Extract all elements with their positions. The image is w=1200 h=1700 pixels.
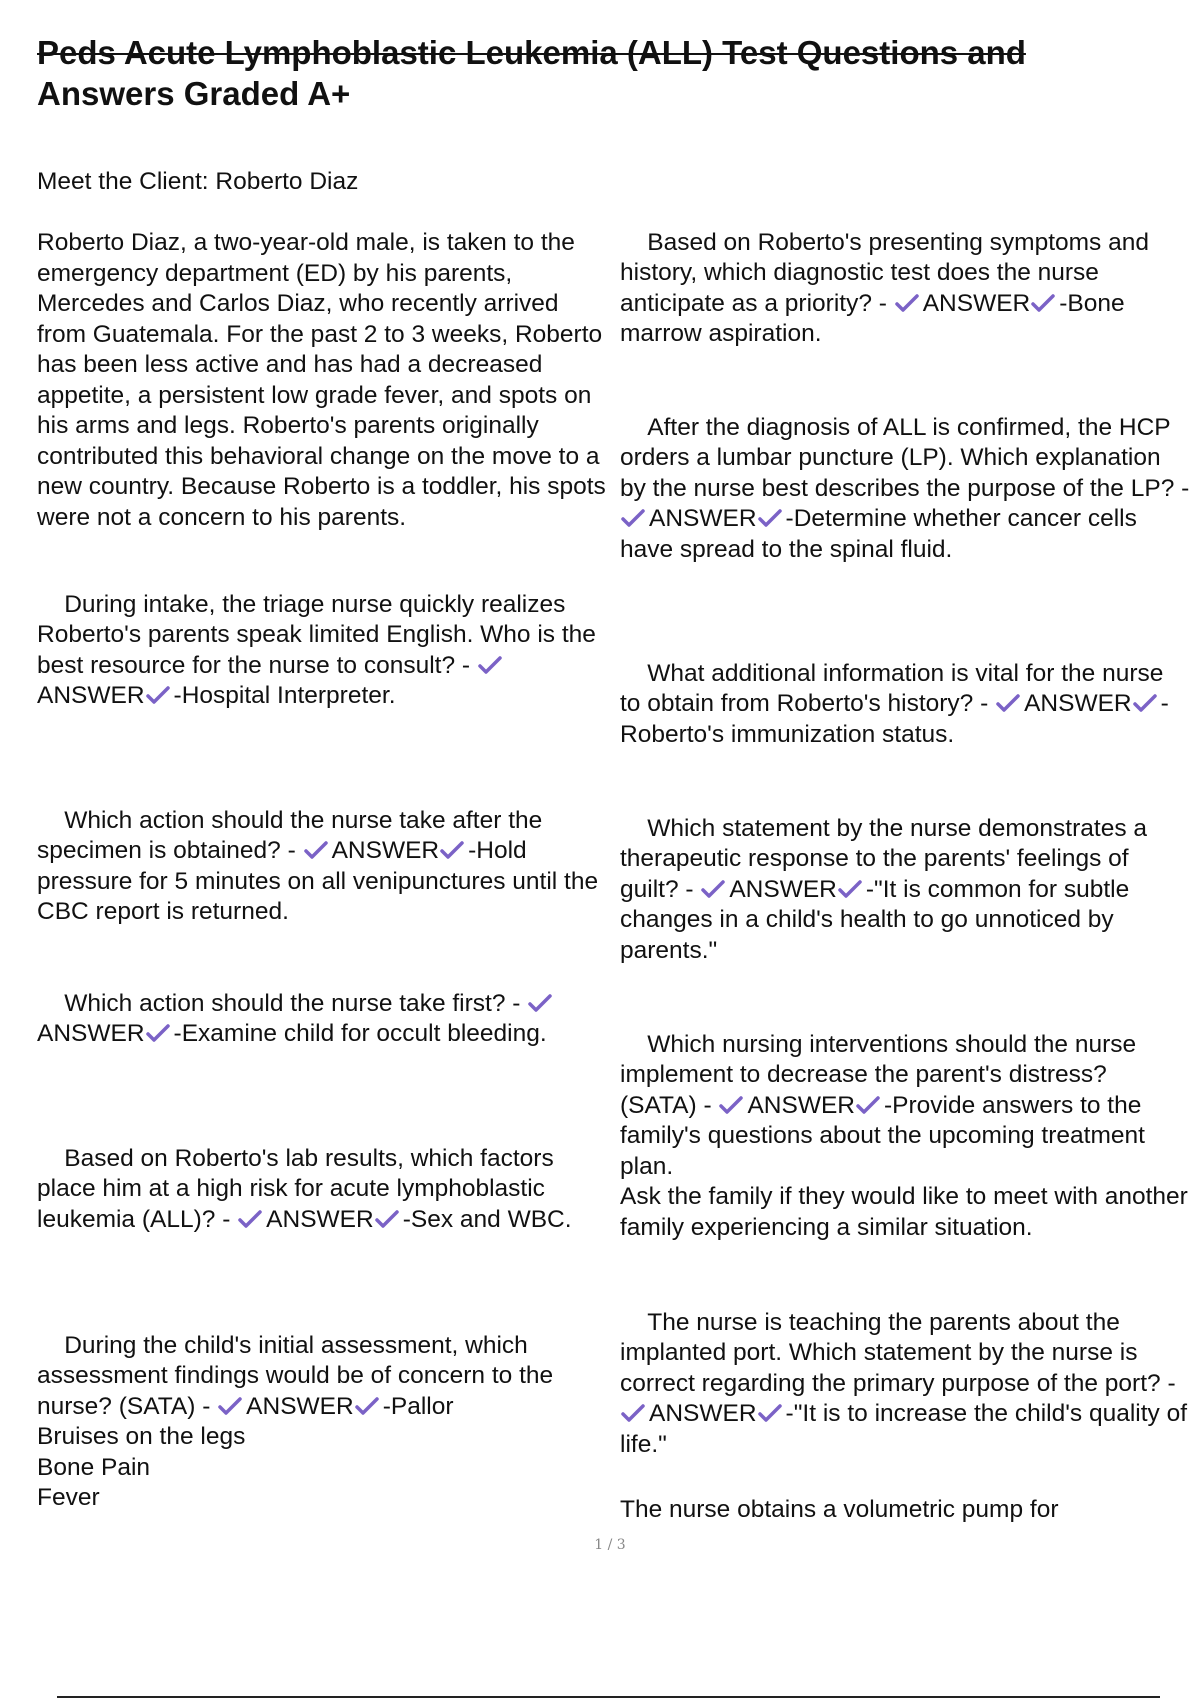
qa-item	[37, 775, 607, 958]
answer-label: ANSWER	[37, 1020, 145, 1047]
qa-item	[37, 1300, 607, 1544]
question-text: What additional information is vital for the nurse to obtain from Roberto's history? -	[620, 659, 1171, 717]
question-text: After the diagnosis of ALL is confirmed, the HCP orders a lumbar puncture (LP). Which explanation by the nurse best describes the purpose of the LP? -	[620, 413, 1197, 502]
checkmark-icon	[439, 840, 465, 860]
qa-item	[37, 559, 607, 742]
intro-paragraph: Roberto Diaz, a two-year-old male, is taken to the emergency department (ED) by his parents, Mercedes and Carlos Diaz, who recently arrived from Guatemala. For the past 2 to 3 weeks, Roberto has been less active and has had a decreased appetite, a persistent low grade fever, and spots on his arms and legs. Roberto's parents originally contributed this behavioral change on the move to a new country. Because Roberto is a toddler, his spots were not a concern to his parents.	[37, 229, 613, 531]
checkmark-icon	[757, 1403, 783, 1423]
checkmark-icon	[145, 1023, 171, 1043]
answer-label: ANSWER	[729, 875, 837, 903]
answer-text: -Examine child for occult bleeding.	[173, 1020, 547, 1047]
answer-text: -Provide answers to the family's questions about the upcoming treatment plan. Ask the family if they would like to meet with another family experiencing a similar situation.	[620, 1091, 1188, 1241]
checkmark-icon	[303, 840, 329, 860]
answer-label: ANSWER	[649, 505, 757, 532]
checkmark-icon	[620, 508, 646, 528]
answer-label: ANSWER	[1024, 690, 1132, 717]
answer-label: ANSWER	[37, 682, 145, 709]
question-text: During the child's initial assessment, which assessment findings would be of concern to the nurse? (SATA) -	[37, 1331, 560, 1420]
qa-item	[37, 958, 607, 1080]
qa-item	[620, 382, 1197, 596]
question-text: Based on Roberto's presenting symptoms and history, which diagnostic test does the nurse anticipate as a priority? -	[620, 228, 1156, 317]
checkmark-icon	[718, 1095, 744, 1115]
answer-text: -Hospital Interpreter.	[173, 682, 396, 709]
checkmark-icon	[995, 693, 1021, 713]
trailing-text: The nurse obtains a volumetric pump for	[620, 1496, 1059, 1523]
answer-text: -"It is to increase the child's quality of life."	[620, 1400, 1194, 1458]
title-line-2: Answers Graded A+	[37, 75, 351, 112]
qa-item	[620, 783, 1190, 997]
page-number: 1 / 3	[594, 1537, 626, 1553]
answer-text: -"It is common for subtle changes in a child's health to go unnoticed by parents."	[620, 875, 1137, 964]
question-text: Based on Roberto's lab results, which factors place him at a high risk for acute lymphoblastic leukemia (ALL)? -	[37, 1144, 561, 1233]
question-text: Which nursing interventions should the nurse implement to decrease the parent's distress? (SATA) -	[620, 1030, 1143, 1119]
answer-text: -Pallor Bruises on the legs Bone Pain Fever	[37, 1392, 454, 1511]
checkmark-icon	[527, 993, 553, 1013]
question-text: Which action should the nurse take first? -	[64, 989, 528, 1017]
answer-label: ANSWER	[331, 837, 440, 864]
checkmark-icon	[237, 1209, 263, 1229]
answer-text: -Determine whether cancer cells have spread to the spinal fluid.	[620, 505, 1144, 563]
answer-label: ANSWER	[649, 1400, 757, 1427]
checkmark-icon	[894, 293, 920, 313]
checkmark-icon	[145, 685, 171, 705]
checkmark-icon	[837, 879, 863, 899]
title-line-1: Peds Acute Lymphoblastic Leukemia (ALL) Test Questions and	[37, 34, 1026, 71]
qa-item	[620, 1277, 1194, 1491]
qa-item	[620, 197, 1190, 380]
answer-text: -Bone marrow aspiration.	[620, 289, 1132, 347]
checkmark-icon	[354, 1396, 380, 1416]
question-text: Which statement by the nurse demonstrates a therapeutic response to the parents' feelings of guilt? -	[620, 814, 1154, 903]
question-text: The nurse is teaching the parents about the implanted port. Which statement by the nurse is correct regarding the primary purpose of the port? -	[620, 1308, 1183, 1397]
answer-label: ANSWER	[747, 1091, 855, 1119]
answer-label: ANSWER	[246, 1392, 354, 1420]
intro-heading: Meet the Client: Roberto Diaz	[37, 168, 359, 195]
answer-text: -Hold pressure for 5 minutes on all venipunctures until the CBC report is returned.	[37, 837, 605, 925]
checkmark-icon	[757, 508, 783, 528]
checkmark-icon	[855, 1095, 881, 1115]
qa-item	[37, 1113, 607, 1266]
question-text: Which action should the nurse take after the specimen is obtained? -	[37, 806, 550, 864]
answer-text: -Roberto's immunization status.	[620, 690, 1169, 748]
qa-item	[620, 628, 1190, 781]
checkmark-icon	[700, 879, 726, 899]
answer-label: ANSWER	[922, 289, 1031, 317]
checkmark-icon	[620, 1403, 646, 1423]
checkmark-icon	[477, 655, 503, 675]
qa-item	[620, 999, 1190, 1274]
checkmark-icon	[1132, 693, 1158, 713]
checkmark-icon	[374, 1209, 400, 1229]
checkmark-icon	[217, 1396, 243, 1416]
answer-label: ANSWER	[266, 1205, 374, 1233]
checkmark-icon	[1030, 293, 1056, 313]
question-text: During intake, the triage nurse quickly realizes Roberto's parents speak limited English. Who is the best resource for the nurse to consult? -	[37, 590, 603, 679]
document-title	[37, 32, 1157, 114]
answer-text: -Sex and WBC.	[402, 1205, 572, 1233]
bottom-divider	[57, 1696, 1160, 1698]
